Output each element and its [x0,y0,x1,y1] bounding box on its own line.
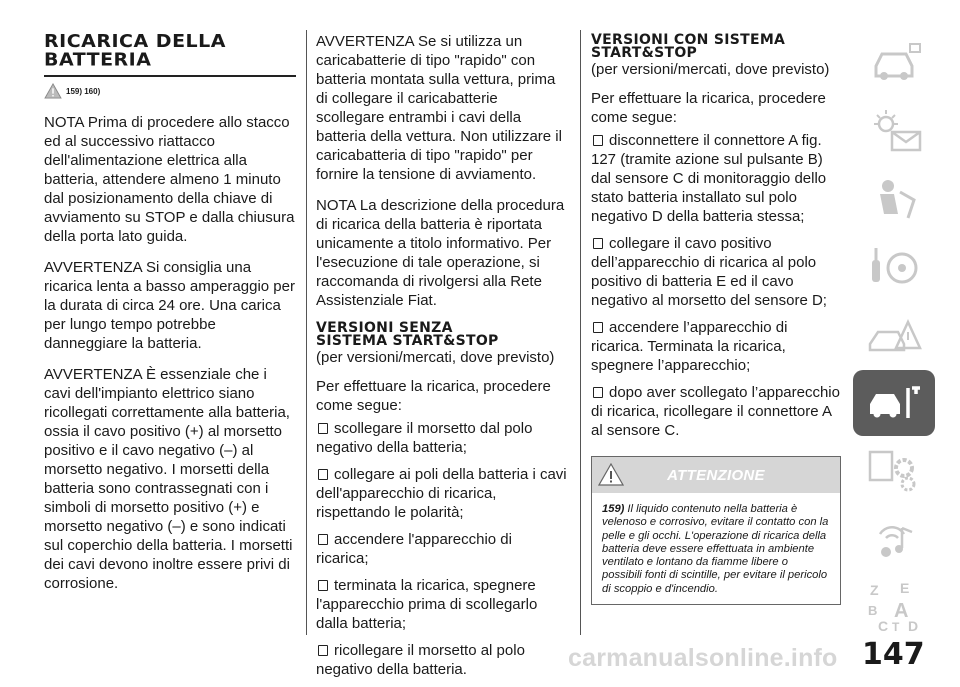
list-item-text: accendere l'apparecchio di ricarica; [316,531,512,567]
attention-box [591,456,841,605]
checkbox-bullet-icon [318,645,328,656]
checkbox-bullet-icon [593,387,603,398]
attention-body [592,493,840,604]
attention-text: Il liquido contenuto nella batteria è velenoso e corrosivo, evitare il contatto con la pelle e gli occhi. L'operazione di ricarica della batteria deve essere effettuata in ambiente ventilato e lontano da fiamme libere o possibili fonti di scintille, per evitare il pericolo di scoppio e d'incendio. [602,503,829,595]
section-heading-senza [316,322,568,348]
page-title [44,33,296,69]
list-item-text: accendere l’apparecchio di ricarica. Terminata la ricarica, spegnere l’apparecchio; [591,319,788,374]
tab-safety[interactable] [853,166,935,232]
index-letter: T [892,620,900,634]
warning-triangle-icon [598,463,624,486]
checkbox-bullet-icon [593,322,603,333]
list-item [591,131,841,226]
list-item-text: dopo aver scollegato l’apparecchio di ricarica, ricollegare il connettore A al sensore C. [591,384,840,439]
checkbox-bullet-icon [318,534,328,545]
index-letters-icon [864,579,924,635]
list-item-text: collegare il cavo positivo dell’apparecchio di ricarica al polo positivo di batteria E ed il cavo negativo al morsetto del sensore D; [591,235,827,309]
checkbox-bullet-icon [318,423,328,434]
list-item-text: disconnettere il connettore A fig. 127 (tramite azione sul pulsante B) dal sensore C di monitoraggio dello stato batteria installato sul polo negativo D della batteria stessa; [591,132,827,225]
list-item [316,641,568,679]
tab-dashboard-lights[interactable] [853,98,935,164]
tab-starting-driving[interactable] [853,234,935,300]
list-item [591,383,841,440]
car-maintenance-icon [864,378,924,428]
index-letter: Z [870,582,879,598]
list-item-text: scollegare il morsetto dal polo negativo della batteria; [316,420,533,456]
key-steering-icon [864,242,924,292]
section-subtitle: (per versioni/mercati, dove previsto) [591,61,830,78]
list-item [316,576,568,633]
list-item [591,318,841,375]
title-line-1: RICARICA DELLA [44,31,226,52]
safety-seat-airbag-icon [864,174,924,224]
avvertenza-paragraph-2: AVVERTENZA È essenziale che i cavi dell'impianto elettrico siano ricollegati correttamente alla batteria, ossia il cavo positivo (+) al morsetto positivo e il cavo negativo (–) al morsetto negativo. I morsetti della batteria sono contrassegnati con i simboli di morsetto positivo (+) e morsetto negativo (–) e sono indicati sul coperchio della batteria. I morsetti dei cavi devono inoltre essere privi di corrosione. [44,366,293,592]
list-item-text: ricollegare il morsetto al polo negativo della batteria. [316,642,525,678]
checkbox-bullet-icon [318,469,328,480]
tab-index[interactable] [853,574,935,640]
nota-paragraph-2: NOTA La descrizione della procedura di ricarica della batteria è riportata unicamente a titolo informativo. Per l'esecuzione di tale operazione, si raccomanda di rivolgersi alla Rete Assistenziale Fiat. [316,197,565,309]
column-divider-2 [580,30,581,635]
list-item [316,530,568,568]
tab-technical-data[interactable] [853,438,935,504]
column-1 [44,0,296,605]
heading-line-2: START&STOP [591,45,698,61]
nota-paragraph: NOTA Prima di procedere allo stacco ed al successivo riattacco dell'alimentazione elettrica alla batteria, attendere almeno 1 minuto dal posizionamento della chiave di avviamento su STOP e dalla chiusura della porta lato guida. [44,114,295,245]
warning-triangle-icon [44,83,62,99]
chapter-sidebar [853,30,935,642]
attention-title: ATTENZIONE [667,466,765,484]
avvertenza-paragraph-3: AVVERTENZA Se si utilizza un caricabatterie di tipo "rapido" con batteria montata sulla vettura, prima di collegare il caricabatterie scollegare entrambi i cavi della batteria della vettura. Non utilizzare il caricabatteria di tipo "rapido" per fornire la tensione di avviamento. [316,33,562,183]
column-2 [316,32,568,687]
list-item-text: collegare ai poli della batteria i cavi dell'apparecchio di ricarica, rispettando le polarità; [316,466,567,521]
attention-number: 159) [602,503,625,515]
car-overview-icon [864,38,924,88]
section-subtitle: (per versioni/mercati, dove previsto) [316,349,555,366]
page-number: 147 [862,637,925,672]
list-item [316,419,568,457]
section-heading-con [591,34,841,60]
checkbox-bullet-icon [593,135,603,146]
list-item [316,465,568,522]
multimedia-icon [864,514,924,564]
avvertenza-paragraph-1: AVVERTENZA Si consiglia una ricarica lenta a basso amperaggio per la durata di circa 24 ore. Una carica per lungo tempo potrebbe danneggiare la batteria. [44,259,295,352]
list-item-text: terminata la ricarica, spegnere l'apparecchio prima di scollegarlo dalla batteria; [316,577,538,632]
procedure-intro: Per effettuare la ricarica, procedere come segue: [316,378,551,414]
title-rule [44,75,296,77]
procedure-intro: Per effettuare la ricarica, procedere come segue: [591,90,826,126]
checkbox-bullet-icon [318,580,328,591]
index-letter: B [868,603,878,618]
technical-data-gears-icon [864,446,924,496]
title-line-2: BATTERIA [44,49,152,70]
index-letter: E [900,580,910,596]
dashboard-lights-icon [864,106,924,156]
tab-car-overview[interactable] [853,30,935,96]
column-divider-1 [306,30,307,635]
heading-line-1: VERSIONI SENZA [316,320,453,336]
warning-references [44,83,296,99]
reference-numbers: 159) 160) [66,86,101,96]
watermark: carmanualsonline.info [568,644,838,672]
index-letter: C [878,618,889,634]
emergency-warning-icon [864,310,924,360]
checkbox-bullet-icon [593,238,603,249]
index-letter: D [908,618,919,634]
list-item [591,234,841,310]
tab-emergency[interactable] [853,302,935,368]
attention-header [592,457,840,493]
tab-multimedia[interactable] [853,506,935,572]
index-letter: A [894,600,909,622]
heading-line-2: SISTEMA START&STOP [316,333,499,349]
heading-line-1: VERSIONI CON SISTEMA [591,32,786,48]
tab-maintenance-active[interactable] [853,370,935,436]
column-3 [591,34,841,605]
